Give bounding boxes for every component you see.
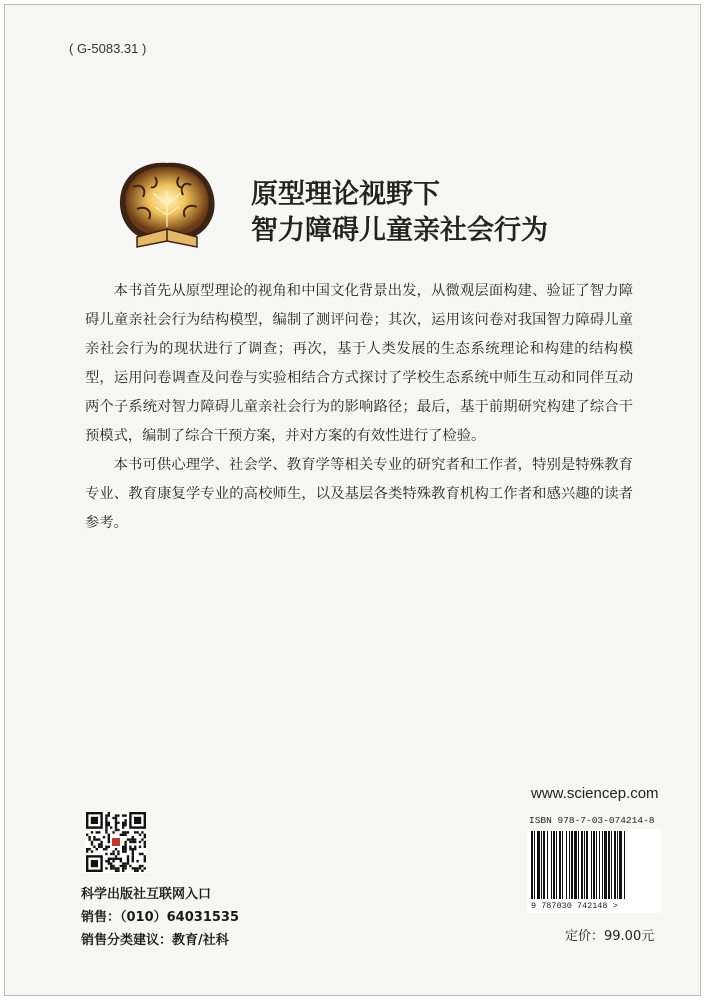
sales-phone: 销售：（010）64031535 xyxy=(81,910,239,925)
sales-category: 销售分类建议：教育/社科 xyxy=(81,933,229,948)
title-line-2: 智力障碍儿童亲社会行为 xyxy=(251,215,548,246)
book-title xyxy=(251,177,548,249)
portal-label: 科学出版社互联网入口 xyxy=(81,887,212,902)
brain-tree-book-logo xyxy=(111,157,223,257)
qr-code-icon[interactable] xyxy=(85,811,147,873)
publisher-website[interactable]: www.sciencep.com xyxy=(531,785,659,802)
catalog-code: ( G-5083.31 ) xyxy=(69,41,147,56)
book-description xyxy=(85,277,633,538)
description-paragraph-2: 本书可供心理学、社会学、教育学等相关专业的研究者和工作者，特别是特殊教育专业、教育康复学专业的高校师生，以及基层各类特殊教育机构工作者和感兴趣的读者参考。 xyxy=(85,457,633,531)
isbn-text: ISBN 978-7-03-074214-8 xyxy=(529,815,655,826)
title-line-1: 原型理论视野下 xyxy=(251,179,440,210)
barcode-digits: 9 787030 742148 > xyxy=(531,901,618,911)
publisher-info xyxy=(81,883,239,952)
description-paragraph-1: 本书首先从原型理论的视角和中国文化背景出发，从微观层面构建、验证了智力障碍儿童亲社会行为结构模型，编制了测评问卷；其次，运用该问卷对我国智力障碍儿童亲社会行为的现状进行了调查；再次，基于人类发展的生态系统理论和构建的结构模型，运用问卷调查及问卷与实验相结合方式探讨了学校生态系统中师生互动和同伴互动两个子系统对智力障碍儿童亲社会行为的影响路径；最后，基于前期研究构建了综合干预模式，编制了综合干预方案，并对方案的有效性进行了检验。 xyxy=(85,283,633,444)
price: 定价：99.00元 xyxy=(565,929,655,944)
back-cover xyxy=(4,4,701,996)
